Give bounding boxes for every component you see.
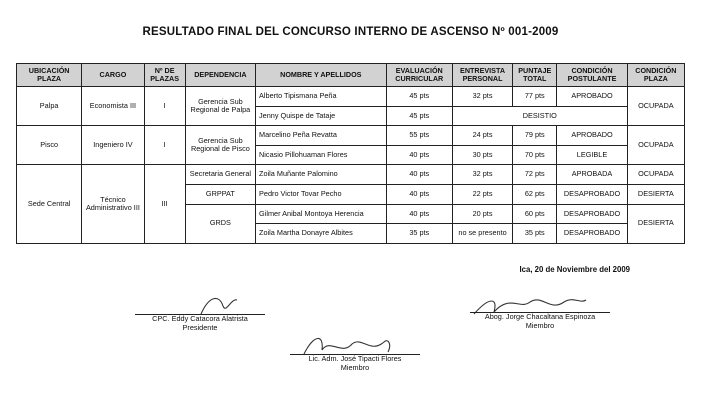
signer-name: CPC. Eddy Catacora Alatrista	[152, 314, 248, 323]
document-date: Ica, 20 de Noviembre del 2009	[519, 265, 630, 274]
puntaje-cell: 62 pts	[513, 184, 557, 204]
evaluacion-cell: 55 pts	[386, 126, 452, 146]
evaluacion-cell: 35 pts	[386, 224, 452, 244]
header-plazas: Nº DE PLAZAS	[144, 64, 185, 87]
condicion-cell: APROBADO	[557, 126, 627, 146]
evaluacion-cell: 40 pts	[386, 145, 452, 165]
signer-role: Miembro	[340, 362, 370, 372]
table-row	[17, 165, 685, 185]
evaluacion-cell: 40 pts	[386, 165, 452, 185]
table-row	[17, 126, 685, 146]
entrevista-cell: 32 pts	[452, 87, 512, 107]
plazas-cell: I	[144, 87, 185, 126]
entrevista-cell: 30 pts	[452, 145, 512, 165]
ubicacion-cell: Palpa	[17, 87, 82, 126]
entrevista-cell: 20 pts	[452, 204, 512, 224]
dependencia-cell: GRDS	[185, 204, 255, 243]
dependencia-cell: GRPPAT	[185, 184, 255, 204]
puntaje-cell: 60 pts	[513, 204, 557, 224]
signer-name: Lic. Adm. José Tipacti Flores	[308, 354, 402, 363]
condicion-cell: LEGIBLE	[557, 145, 627, 165]
header-cond-plaza: CONDICIÓN PLAZA	[627, 64, 684, 87]
evaluacion-cell: 40 pts	[386, 184, 452, 204]
nombre-cell: Zoila Martha Donayre Albites	[256, 224, 387, 244]
header-dependencia: DEPENDENCIA	[185, 64, 255, 87]
ubicacion-cell: Sede Central	[17, 165, 82, 243]
signature-block-presidente	[135, 314, 265, 333]
cond-plaza-cell: OCUPADA	[627, 126, 684, 165]
signature-block-miembro-1	[470, 312, 610, 331]
nombre-cell: Alberto Tipismana Peña	[256, 87, 387, 107]
signature-block-miembro-2	[290, 354, 420, 373]
nombre-cell: Marcelino Peña Revatta	[256, 126, 387, 146]
header-cargo: CARGO	[82, 64, 144, 87]
header-puntaje: PUNTAJE TOTAL	[513, 64, 557, 87]
evaluacion-cell: 45 pts	[386, 106, 452, 126]
evaluacion-cell: 45 pts	[386, 87, 452, 107]
table-row	[17, 87, 685, 107]
entrevista-cell: 22 pts	[452, 184, 512, 204]
cond-plaza-cell: OCUPADA	[627, 87, 684, 126]
desistio-cell: DESISTIO	[452, 106, 627, 126]
header-entrevista: ENTREVISTA PERSONAL	[452, 64, 512, 87]
condicion-cell: DESAPROBADO	[557, 204, 627, 224]
header-nombre: NOMBRE Y APELLIDOS	[256, 64, 387, 87]
condicion-cell: APROBADA	[557, 165, 627, 185]
puntaje-cell: 35 pts	[513, 224, 557, 244]
cond-plaza-cell: DESIERTA	[627, 204, 684, 243]
dependencia-cell: Gerencia Sub Regional de Palpa	[185, 87, 255, 126]
ubicacion-cell: Pisco	[17, 126, 82, 165]
condicion-cell: DESAPROBADO	[557, 184, 627, 204]
results-table	[16, 63, 685, 244]
table-header-row	[17, 64, 685, 87]
document-title: RESULTADO FINAL DEL CONCURSO INTERNO DE ASCENSO Nº 001-2009	[142, 26, 559, 38]
signer-name: Abog. Jorge Chacaltana Espinoza	[484, 312, 596, 321]
cond-plaza-cell: DESIERTA	[627, 184, 684, 204]
nombre-cell: Zoila Muñante Palomino	[256, 165, 387, 185]
signer-role: Presidente	[182, 322, 218, 332]
puntaje-cell: 72 pts	[513, 165, 557, 185]
plazas-cell: I	[144, 126, 185, 165]
cargo-cell: Ingeniero IV	[82, 126, 144, 165]
evaluacion-cell: 40 pts	[386, 204, 452, 224]
header-ubicacion: UBICACIÓN PLAZA	[17, 64, 82, 87]
entrevista-cell: 24 pts	[452, 126, 512, 146]
entrevista-cell: no se presento	[452, 224, 512, 244]
puntaje-cell: 77 pts	[513, 87, 557, 107]
nombre-cell: Pedro Victor Tovar Pecho	[256, 184, 387, 204]
entrevista-cell: 32 pts	[452, 165, 512, 185]
puntaje-cell: 79 pts	[513, 126, 557, 146]
cargo-cell: Técnico Administrativo III	[82, 165, 144, 243]
header-evaluacion: EVALUACIÓN CURRICULAR	[386, 64, 452, 87]
puntaje-cell: 70 pts	[513, 145, 557, 165]
nombre-cell: Jenny Quispe de Tataje	[256, 106, 387, 126]
dependencia-cell: Gerencia Sub Regional de Pisco	[185, 126, 255, 165]
condicion-cell: DESAPROBADO	[557, 224, 627, 244]
cargo-cell: Economista III	[82, 87, 144, 126]
header-cond-postulante: CONDICIÓN POSTULANTE	[557, 64, 627, 87]
signer-role: Miembro	[525, 320, 555, 330]
plazas-cell: III	[144, 165, 185, 243]
condicion-cell: APROBADO	[557, 87, 627, 107]
nombre-cell: Gilmer Anibal Montoya Herencia	[256, 204, 387, 224]
nombre-cell: Nicasio Pillohuaman Flores	[256, 145, 387, 165]
cond-plaza-cell: OCUPADA	[627, 165, 684, 185]
dependencia-cell: Secretaria General	[185, 165, 255, 185]
